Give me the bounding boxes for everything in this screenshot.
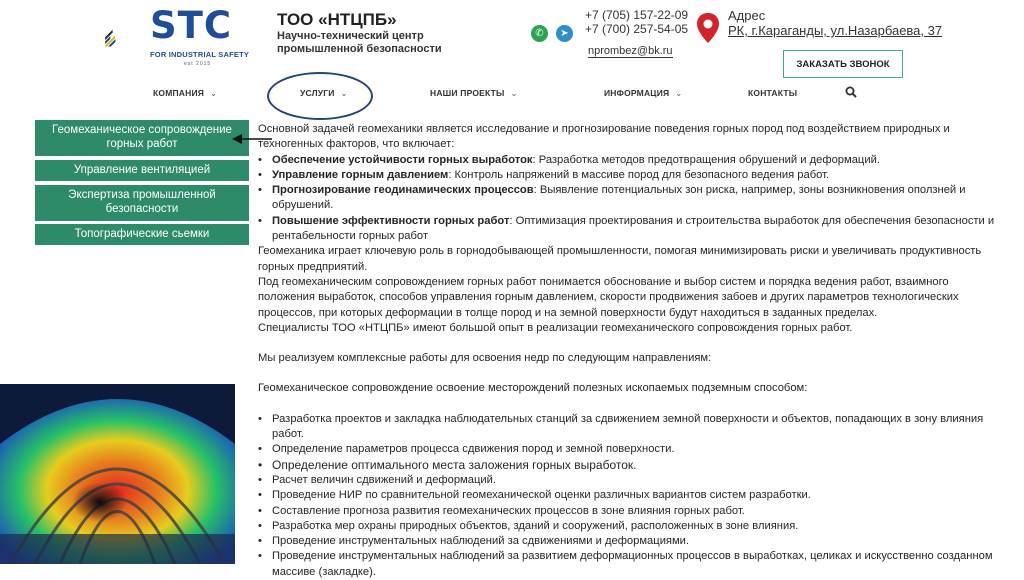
search-icon[interactable] — [845, 86, 857, 98]
list-item-title: Управление горным давлением — [272, 168, 449, 181]
list-item-text: : Разработка методов предотвращения обрушений и деформаций. — [532, 153, 880, 166]
nav-contacts-label: КОНТАКТЫ — [748, 88, 798, 98]
paragraph: Специалисты ТОО «НТЦПБ» имеют большой опыт в реализации геомеханического сопровождения горных работ. — [258, 321, 853, 334]
chevron-down-icon: ⌄ — [340, 89, 348, 98]
nav-projects[interactable] — [430, 88, 517, 98]
sidebar-item-ventilation[interactable]: Управление вентиляцией — [35, 160, 249, 181]
address-label: Адрес — [728, 8, 766, 23]
list-item-title: Прогнозирование геодинамических процессов — [272, 184, 534, 197]
nav-contacts[interactable] — [748, 88, 797, 98]
phone-2[interactable]: +7 (700) 257-54-05 — [585, 22, 689, 36]
list-item — [258, 214, 1008, 245]
company-line-2: промышленной безопасности — [277, 43, 442, 55]
list-item: • Проведение НИР по сравнительной геомеханической оценки различных вариантов систем разработки. — [258, 488, 1008, 503]
paragraph: Под геомеханическим сопровождением горных работ понимается обоснование и выбор систем и порядка ведения работ, взаимного положения выработок, способов управления горным давлением, скорости продвижения забоев и других параметров технологических процессов, при которых деформации в толще пород и на земной поверхности будут находиться в заданных пределах. — [258, 275, 959, 319]
list-item: • Проведение инструментальных наблюдений за сдвижениями и деформациями. — [258, 534, 1008, 549]
list-item: • Определение оптимального места заложения горных выработок. — [258, 458, 1008, 473]
services-list — [258, 412, 1008, 580]
list-item: • Проведение инструментальных наблюдений за развитием деформационных процессов в выработках, целиках и искусственно созданном массиве (закладке). — [258, 549, 1008, 580]
list-item-title: Повышение эффективности горных работ — [272, 214, 510, 227]
chevron-down-icon: ⌄ — [675, 89, 683, 98]
list-item-title: Обеспечение устойчивости горных выработок — [272, 153, 533, 166]
location-pin-icon — [696, 12, 720, 44]
logo-est: est 2015 — [184, 61, 212, 67]
nav-company[interactable] — [153, 88, 217, 98]
phone-1[interactable]: +7 (705) 157-22-09 — [585, 8, 689, 22]
list-item: • Составление прогноза развития геомеханических процессов в зоне влияния горных работ. — [258, 504, 1008, 519]
sidebar-item-topography[interactable]: Топографические сьемки — [35, 224, 249, 245]
intro-paragraph: Основной задачей геомеханики является исследование и прогнозирование поведения горных пород под воздействием природных и техногенных факторов, что включает: — [258, 123, 950, 151]
nav-projects-label: НАШИ ПРОЕКТЫ — [430, 88, 505, 98]
list-item-text: : Контроль напряжений в массиве пород для безопасного ведения работ. — [448, 168, 830, 181]
nav-info-label: ИНФОРМАЦИЯ — [604, 88, 670, 98]
list-item: • Расчет величин сдвижений и деформаций. — [258, 473, 1008, 488]
list-item — [258, 153, 1008, 168]
list-item-text: : Оптимизация проектирования и строительства выработок для обеспечения безопасности и рентабельности горных работ — [272, 214, 995, 243]
chevron-down-icon: ⌄ — [510, 89, 518, 98]
chevron-down-icon: ⌄ — [210, 89, 217, 98]
whatsapp-icon[interactable]: ✆ — [531, 25, 548, 42]
callback-button[interactable]: ЗАКАЗАТЬ ЗВОНОК — [783, 50, 903, 78]
main-content — [258, 122, 1008, 580]
goals-list — [258, 153, 1008, 245]
list-item-text: : Выявление потенциальных зон риска, например, зоны возникновения оползней и обрушений. — [272, 184, 966, 212]
paragraph: Геомеханика играет ключевую роль в горнодобывающей промышленности, помогая минимизировать риски и увеличивать продуктивность горных предприятий. — [258, 245, 982, 273]
phone-list — [585, 8, 688, 36]
list-item — [258, 183, 1008, 214]
list-item — [258, 168, 1008, 183]
logo-subtitle: FOR INDUSTRIAL SAFETY — [150, 50, 250, 59]
company-name: ТОО «НТЦПБ» — [277, 10, 397, 29]
company-info — [277, 10, 442, 56]
list-item: • Разработка мер охраны природных объектов, зданий и сооружений, расположенных в зоне влияния. — [258, 519, 1008, 534]
address-block — [728, 8, 942, 38]
nav-info[interactable] — [604, 88, 682, 98]
telegram-icon[interactable]: ➤ — [556, 25, 573, 42]
company-logo-icon[interactable] — [104, 7, 150, 71]
social-links — [531, 25, 577, 43]
address-value[interactable]: РК, г.Караганды, ул.Назарбаева, 37 — [728, 23, 943, 38]
list-item: • Разработка проектов и закладка наблюдательных станций за сдвижением земной поверхности и объектов, попадающих в зону влияния работ. — [258, 412, 1008, 443]
sidebar-item-expertise[interactable]: Экспертиза промышленной безопасности — [35, 185, 249, 221]
company-line-1: Научно-технический центр — [277, 30, 424, 42]
logo-text: STC — [150, 4, 233, 47]
tunnel-stress-image — [0, 384, 235, 564]
nav-services-label: УСЛУГИ — [300, 88, 335, 98]
email-link[interactable]: nprombez@bk.ru — [588, 45, 673, 57]
list-item: • Определение параметров процесса сдвижения пород и земной поверхности. — [258, 442, 1008, 457]
nav-company-label: КОМПАНИЯ — [153, 88, 205, 98]
paragraph: Геомеханическое сопровождение освоение месторождений полезных ископаемых подземным способом: — [258, 382, 808, 395]
paragraph: Мы реализуем комплексные работы для освоения недр по следующим направлениям: — [258, 352, 712, 365]
highlight-circle — [267, 72, 373, 120]
sidebar-item-geomechanics[interactable]: Геомеханическое сопровождение горных работ — [35, 120, 249, 156]
